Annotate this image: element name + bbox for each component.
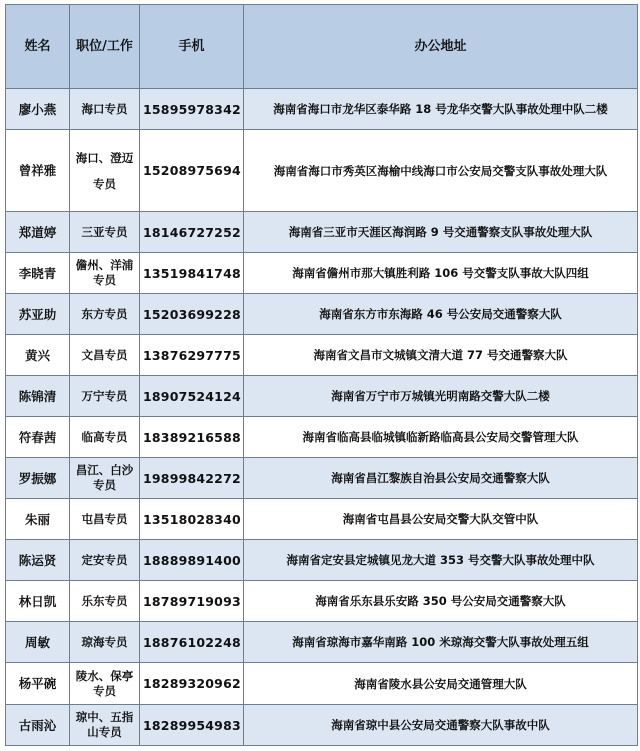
contact-name: 杨平碗 (6, 663, 70, 705)
contact-phone: 18289320962 (140, 663, 244, 705)
contact-phone: 13519841748 (140, 253, 244, 294)
contact-role: 海口、澄迈专员 (70, 130, 140, 212)
contact-role: 文昌专员 (70, 335, 140, 376)
contact-address: 海南省乐东县乐安路 350 号公安局交通警察大队 (244, 581, 638, 622)
contact-phone: 15895978342 (140, 89, 244, 130)
table-row (6, 294, 638, 335)
contact-role: 陵水、保亭专员 (70, 663, 140, 705)
contact-address: 海南省屯昌县公安局交警大队交管中队 (244, 499, 638, 540)
contact-phone: 18389216588 (140, 417, 244, 458)
contact-address: 海南省昌江黎族自治县公安局交通警察大队 (244, 458, 638, 499)
contact-role: 儋州、洋浦专员 (70, 253, 140, 294)
contact-address: 海南省定安县定城镇见龙大道 353 号交警大队事故处理中队 (244, 540, 638, 581)
contact-phone: 18789719093 (140, 581, 244, 622)
contact-address: 海南省儋州市那大镇胜利路 106 号交警支队事故大队四组 (244, 253, 638, 294)
header-name: 姓名 (6, 5, 70, 89)
table-row (6, 212, 638, 253)
contact-name: 苏亚助 (6, 294, 70, 335)
header-phone: 手机 (140, 5, 244, 89)
header-address: 办公地址 (244, 5, 638, 89)
contact-role: 琼中、五指山专员 (70, 705, 140, 746)
contact-address: 海南省琼海市嘉华南路 100 米琼海交警大队事故处理五组 (244, 622, 638, 663)
table-row (6, 376, 638, 417)
contact-role: 东方专员 (70, 294, 140, 335)
contact-address: 海南省海口市秀英区海榆中线海口市公安局交警支队事故处理大队 (244, 130, 638, 212)
contact-name: 陈运贤 (6, 540, 70, 581)
table-row (6, 499, 638, 540)
contact-phone: 18289954983 (140, 705, 244, 746)
contact-phone: 18889891400 (140, 540, 244, 581)
contact-role: 定安专员 (70, 540, 140, 581)
contact-name: 古雨沁 (6, 705, 70, 746)
contact-address: 海南省临高县临城镇临新路临高县公安局交警管理大队 (244, 417, 638, 458)
contact-name: 郑道婷 (6, 212, 70, 253)
contact-name: 罗振娜 (6, 458, 70, 499)
contact-name: 周敏 (6, 622, 70, 663)
contact-table (5, 4, 638, 746)
contact-phone: 18146727252 (140, 212, 244, 253)
table-row (6, 458, 638, 499)
contact-role: 海口专员 (70, 89, 140, 130)
contact-name: 陈锦清 (6, 376, 70, 417)
contact-name: 李晓青 (6, 253, 70, 294)
contact-name: 黄兴 (6, 335, 70, 376)
table-row (6, 130, 638, 212)
table-row (6, 417, 638, 458)
contact-role: 昌江、白沙专员 (70, 458, 140, 499)
contact-address: 海南省海口市龙华区泰华路 18 号龙华交警大队事故处理中队二楼 (244, 89, 638, 130)
contact-phone: 13518028340 (140, 499, 244, 540)
table-row (6, 663, 638, 705)
contact-role: 万宁专员 (70, 376, 140, 417)
contact-role: 屯昌专员 (70, 499, 140, 540)
contact-name: 朱丽 (6, 499, 70, 540)
contact-role: 三亚专员 (70, 212, 140, 253)
contact-name: 林日凯 (6, 581, 70, 622)
contact-address: 海南省文昌市文城镇文清大道 77 号交通警察大队 (244, 335, 638, 376)
contact-name: 符春茜 (6, 417, 70, 458)
header-role: 职位/工作 (70, 5, 140, 89)
contact-address: 海南省陵水县公安局交通管理大队 (244, 663, 638, 705)
contact-role: 临高专员 (70, 417, 140, 458)
header-row (6, 5, 638, 89)
contact-role: 乐东专员 (70, 581, 140, 622)
contact-name: 廖小燕 (6, 89, 70, 130)
contact-name: 曾祥雅 (6, 130, 70, 212)
contact-phone: 13876297775 (140, 335, 244, 376)
contact-phone: 19899842272 (140, 458, 244, 499)
table-row (6, 540, 638, 581)
contact-phone: 15203699228 (140, 294, 244, 335)
table-row (6, 581, 638, 622)
contact-address: 海南省万宁市万城镇光明南路交警大队二楼 (244, 376, 638, 417)
contact-address: 海南省东方市东海路 46 号公安局交通警察大队 (244, 294, 638, 335)
contact-phone: 18876102248 (140, 622, 244, 663)
table-row (6, 253, 638, 294)
table-row (6, 89, 638, 130)
table-row (6, 622, 638, 663)
table-row (6, 335, 638, 376)
table-body (6, 89, 638, 746)
table-row (6, 705, 638, 746)
contact-phone: 18907524124 (140, 376, 244, 417)
table-header (6, 5, 638, 89)
contact-phone: 15208975694 (140, 130, 244, 212)
contact-address: 海南省三亚市天涯区海润路 9 号交通警察支队事故处理大队 (244, 212, 638, 253)
contact-role: 琼海专员 (70, 622, 140, 663)
contact-address: 海南省琼中县公安局交通警察大队事故中队 (244, 705, 638, 746)
